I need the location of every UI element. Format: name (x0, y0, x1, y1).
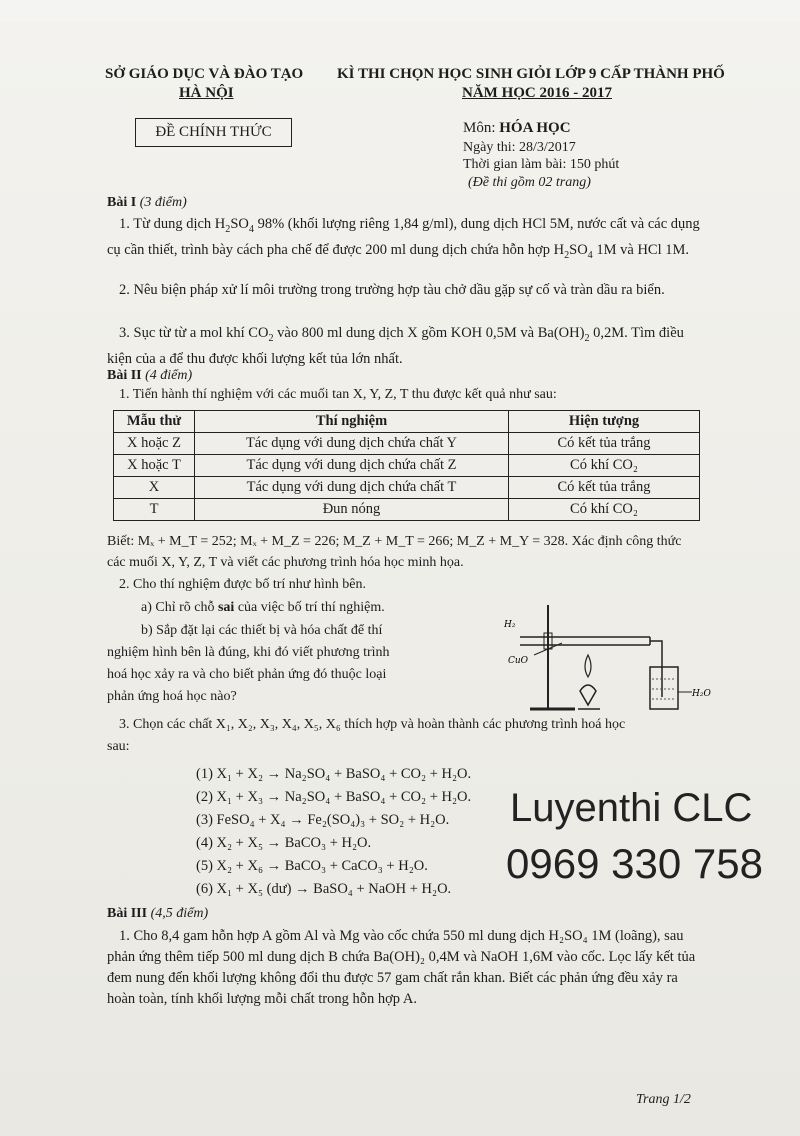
bai2-q2b-line1: b) Sắp đặt lại các thiết bị và hóa chất để thí (141, 623, 383, 638)
table-cell: Đun nóng (195, 499, 509, 521)
bai2-q1-intro: 1. Tiến hành thí nghiệm với các muối tan X, Y, Z, T thu được kết quả như sau: (119, 387, 557, 402)
table-cell: X hoặc Z (114, 433, 195, 455)
equation-6: (6) X₁ + X₅ (dư) → BaSO₄ + NaOH + H₂O. (196, 881, 452, 897)
bai2-heading (107, 368, 192, 384)
biet-line-1: Biết: Mₓ + M_T = 252; Mₓ + M_Z = 226; M_Z + M_T = 266; M_Z + M_Y = 328. Xác định công thức (107, 534, 682, 549)
bai2-q2b-line3: hoá học xảy ra và cho biết phản ứng đó thuộc loại (107, 667, 387, 682)
bai1-q3: 3. Sục từ từ a mol khí $CO_2$ vào 800 ml dung dịch X gồm KOH 0,5M và $Ba(OH)_2$ 0,2M. Tìm điều kiện của a để thu được khối lượng kết tủa lớn nhất. (107, 325, 684, 367)
table-cell: Có kết tủa trắng (509, 433, 700, 455)
biet-line-2: các muối X, Y, Z, T và viết các phương trình hóa học minh họa. (107, 555, 464, 570)
bai2-q3-line1: 3. Chọn các chất X₁, X₂, X₃, X₄, X₅, X₆ thích hợp và hoàn thành các phương trình hoá học (119, 717, 626, 732)
bai1-points: (3 điểm) (139, 195, 187, 210)
equation-1: (1) X₁ + X₂ → Na₂SO₄ + BaSO₄ + CO₂ + H₂O. (196, 766, 472, 782)
equation-2: (2) X₁ + X₃ → Na₂SO₄ + BaSO₄ + CO₂ + H₂O. (196, 789, 472, 805)
table-cell: X hoặc T (114, 455, 195, 477)
dept-name: SỞ GIÁO DỤC VÀ ĐÀO TẠO (105, 66, 304, 82)
bai2-points: (4 điểm) (145, 368, 193, 383)
bai3-heading (107, 906, 208, 922)
bai1-q2: 2. Nêu biện pháp xử lí môi trường trong trường hợp tàu chở dầu gặp sự cố và tràn dầu ra biển. (119, 282, 665, 298)
exam-duration: Thời gian làm bài: 150 phút (463, 157, 620, 172)
table-cell: T (114, 499, 195, 521)
label-h2: H₂ (504, 620, 516, 630)
exam-date: Ngày thi: 28/3/2017 (463, 140, 576, 155)
bai2-q3-line2: sau: (107, 739, 130, 754)
subject-label: Môn: (463, 120, 496, 136)
pages-note: (Đề thi gồm 02 trang) (468, 175, 591, 190)
label-cuo: CuO (508, 656, 529, 666)
table-cell: X (114, 477, 195, 499)
page-number: Trang 1/2 (636, 1092, 691, 1107)
exam-page (0, 22, 800, 1136)
equation-3: (3) FeSO₄ + X₄ → Fe₂(SO₄)₃ + SO₂ + H₂O. (196, 812, 450, 828)
bai1-q1: 1. Từ dung dịch $H_2SO_4$ 98% (khối lượng riêng 1,84 g/ml), dung dịch HCl 5M, nước cất và các dụng cụ cần thiết, trình bày cách pha chế để được 200 ml dung dịch chứa hỗn hợp $H_2SO_4$ 1M và HCl 1M. (107, 216, 700, 261)
q2a-post: của việc bố trí thí nghiệm. (234, 600, 385, 615)
official-exam-box: ĐỀ CHÍNH THỨC (135, 118, 292, 147)
bai3-title: Bài III (107, 906, 148, 921)
table-cell: Có khí CO₂ (509, 499, 700, 521)
bai2-q2b-line4: phản ứng hoá học nào? (107, 689, 237, 704)
bai2-title: Bài II (107, 368, 142, 383)
bai1-title: Bài I (107, 195, 137, 210)
label-h2o: H₂O (692, 689, 711, 699)
equation-5: (5) X₂ + X₆ → BaCO₃ + CaCO₃ + H₂O. (196, 858, 428, 874)
bai1-heading (107, 195, 187, 211)
header-experiment: Thí nghiệm (195, 411, 509, 433)
city-name: HÀ NỘI (179, 85, 234, 101)
table-cell: Có khí CO₂ (509, 455, 700, 477)
alcohol-lamp (580, 685, 596, 705)
watermark-line-1: Luyenthi CLC (510, 786, 753, 830)
screenshot-top-band (0, 0, 800, 22)
header-phenomenon: Hiện tượng (509, 411, 700, 433)
watermark-line-2: 0969 330 758 (506, 840, 763, 887)
table-cell: Tác dụng với dung dịch chứa chất Z (195, 455, 509, 477)
table-cell: Có kết tủa trắng (509, 477, 700, 499)
flame (585, 655, 591, 677)
school-year: NĂM HỌC 2016 - 2017 (462, 85, 612, 101)
bai2-q2a (141, 600, 385, 616)
experiment-table (113, 410, 700, 521)
bai3-q1: 1. Cho 8,4 gam hỗn hợp A gồm Al và Mg vào cốc chứa 550 ml dung dịch H₂SO₄ 1M (loãng), sau phản ứng thêm tiếp 500 ml dung dịch B chứa Ba(OH)₂ 0,4M và NaOH 1,6M vào cốc. Lọc lấy kết tủa đem nung đến khối lượng không đổi thu được 57 gam chất rắn khan. Biết các phản ứng đều xảy ra hoàn toàn, tính khối lượng mỗi chất trong hỗn hợp A. (107, 928, 696, 1007)
table-cell: Tác dụng với dung dịch chứa chất Y (195, 433, 509, 455)
equation-4: (4) X₂ + X₅ → BaCO₃ + H₂O. (196, 835, 372, 851)
q2a-pre: a) Chỉ rõ chỗ (141, 600, 218, 615)
table-row (114, 455, 700, 477)
bai3-points: (4,5 điểm) (150, 906, 209, 921)
table-row (114, 477, 700, 499)
beaker (650, 667, 678, 709)
subject-line (463, 120, 571, 137)
table-row (114, 499, 700, 521)
table-header-row (114, 411, 700, 433)
table-row (114, 433, 700, 455)
table-cell: Tác dụng với dung dịch chứa chất T (195, 477, 509, 499)
q2a-bold: sai (217, 600, 235, 615)
apparatus-figure (500, 597, 720, 717)
header-sample: Mẫu thử (114, 411, 195, 433)
bai2-q2b-line2: nghiệm hình bên là đúng, khi đó viết phương trình (107, 645, 390, 660)
bai2-q2-intro: 2. Cho thí nghiệm được bố trí như hình bên. (119, 577, 366, 592)
exam-title: KÌ THI CHỌN HỌC SINH GIỎI LỚP 9 CẤP THÀNH PHỐ (337, 66, 725, 82)
subject-name: HÓA HỌC (499, 120, 571, 136)
